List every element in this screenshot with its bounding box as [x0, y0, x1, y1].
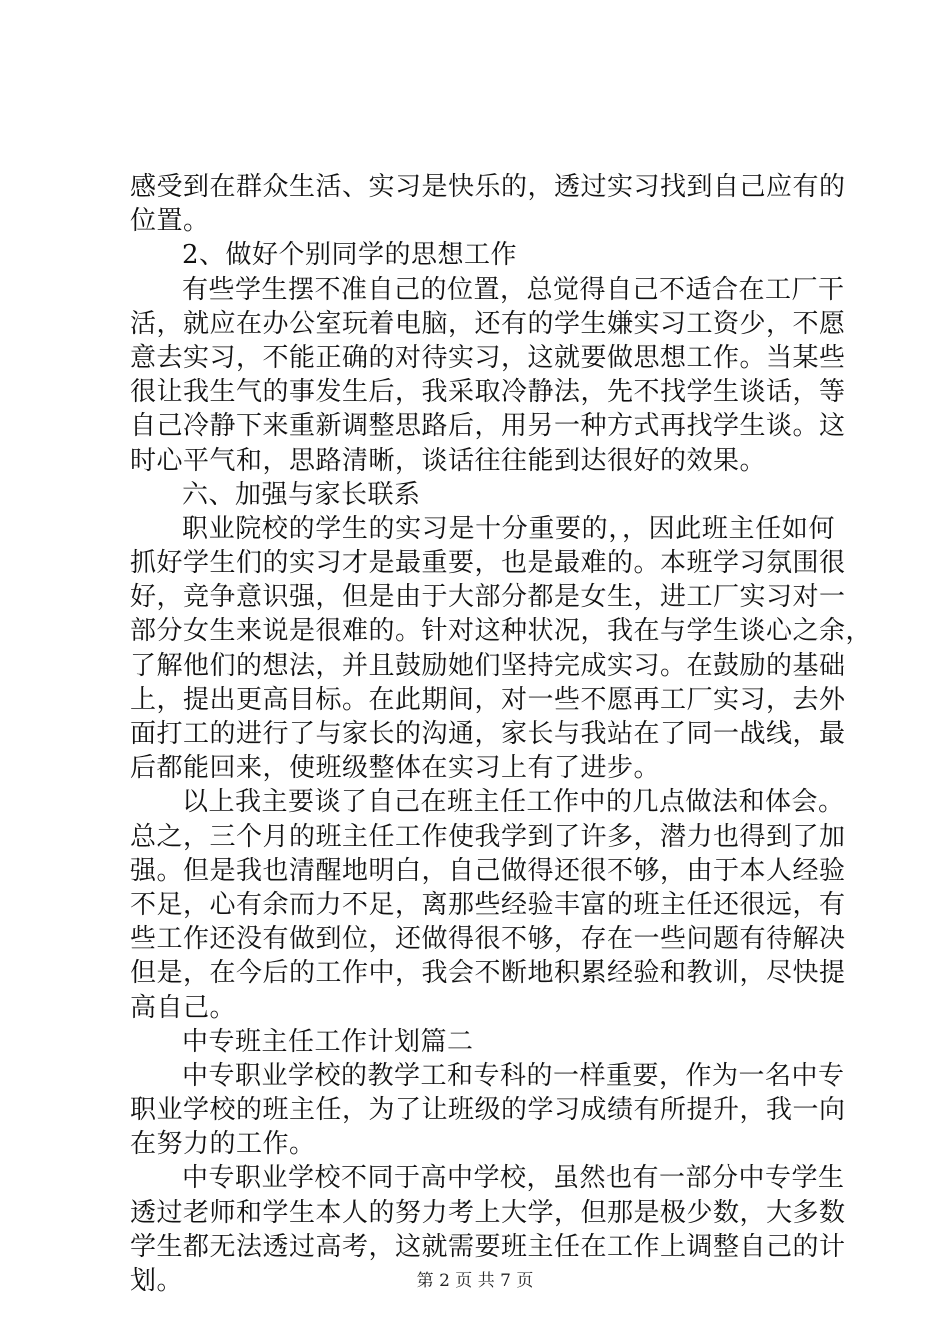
page-number-footer: 第 2 页 共 7 页 — [416, 1271, 534, 1291]
paragraph-line: 在努力的工作。 — [130, 1129, 316, 1160]
paragraph-line: 上，提出更高目标。在此期间，对一些不愿再工厂实习，去外 — [130, 684, 846, 715]
paragraph-line: 但是，在今后的工作中，我会不断地积累经验和教训，尽快提 — [130, 958, 846, 989]
paragraph-line: 活，就应在办公室玩着电脑，还有的学生嫌实习工资少，不愿 — [130, 308, 846, 339]
paragraph-line: 中专职业学校的教学工和专科的一样重要，作为一名中专 — [182, 1060, 845, 1091]
paragraph-line: 职业学校的班主任，为了让班级的学习成绩有所提升，我一向 — [130, 1095, 846, 1126]
paragraph-line: 有些学生摆不准自己的位置，总觉得自己不适合在工厂干 — [182, 274, 845, 305]
paragraph-line: 后都能回来，使班级整体在实习上有了进步。 — [130, 753, 661, 784]
section-heading: 中专班主任工作计划篇二 — [182, 1026, 474, 1057]
paragraph-line: 学生都无法透过高考，这就需要班主任在工作上调整自己的计 — [130, 1231, 846, 1262]
paragraph-line: 好，竞争意识强，但是由于大部分都是女生，进工厂实习对一 — [130, 582, 846, 613]
paragraph-line: 意去实习，不能正确的对待实习，这就要做思想工作。当某些 — [130, 342, 846, 373]
paragraph-line: 强。但是我也清醒地明白，自己做得还很不够，由于本人经验 — [130, 855, 846, 886]
paragraph-line: 些工作还没有做到位，还做得很不够，存在一些问题有待解决 — [130, 924, 846, 955]
paragraph-line: 了解他们的想法，并且鼓励她们坚持完成实习。在鼓励的基础 — [130, 650, 846, 681]
paragraph-line: 职业院校的学生的实习是十分重要的，，因此班主任如何 — [182, 513, 835, 544]
paragraph-line: 感受到在群众生活、实习是快乐的，透过实习找到自己应有的 — [130, 172, 846, 202]
document-body — [130, 170, 873, 1298]
paragraph-line: 很让我生气的事发生后，我采取冷静法，先不找学生谈话，等 — [130, 377, 846, 408]
section-heading: 2、做好个别同学的思想工作 — [182, 240, 518, 271]
paragraph-line: 透过老师和学生本人的努力考上大学，但那是极少数，大多数 — [130, 1197, 846, 1228]
paragraph-line: 抓好学生们的实习才是最重要，也是最难的。本班学习氛围很 — [130, 548, 846, 579]
paragraph-line: 以上我主要谈了自己在班主任工作中的几点做法和体会。 — [182, 787, 845, 818]
paragraph-line: 划。 — [130, 1266, 184, 1296]
paragraph-line: 不足，心有余而力不足，离那些经验丰富的班主任还很远，有 — [130, 889, 846, 920]
paragraph-line: 部分女生来说是很难的。针对这种状况，我在与学生谈心之余， — [130, 616, 873, 647]
paragraph-line: 高自己。 — [130, 992, 237, 1023]
paragraph-line: 面打工的进行了与家长的沟通，家长与我站在了同一战线，最 — [130, 719, 846, 749]
paragraph-line: 总之，三个月的班主任工作使我学到了许多，潜力也得到了加 — [130, 821, 846, 852]
paragraph-line: 时心平气和，思路清晰，谈话往往能到达很好的效果。 — [130, 445, 767, 476]
paragraph-line: 中专职业学校不同于高中学校，虽然也有一部分中专学生 — [182, 1163, 845, 1194]
paragraph-line: 位置。 — [130, 206, 210, 237]
section-heading: 六、加强与家长联系 — [182, 479, 421, 510]
paragraph-line: 自己冷静下来重新调整思路后，用另一种方式再找学生谈。这 — [130, 411, 846, 442]
